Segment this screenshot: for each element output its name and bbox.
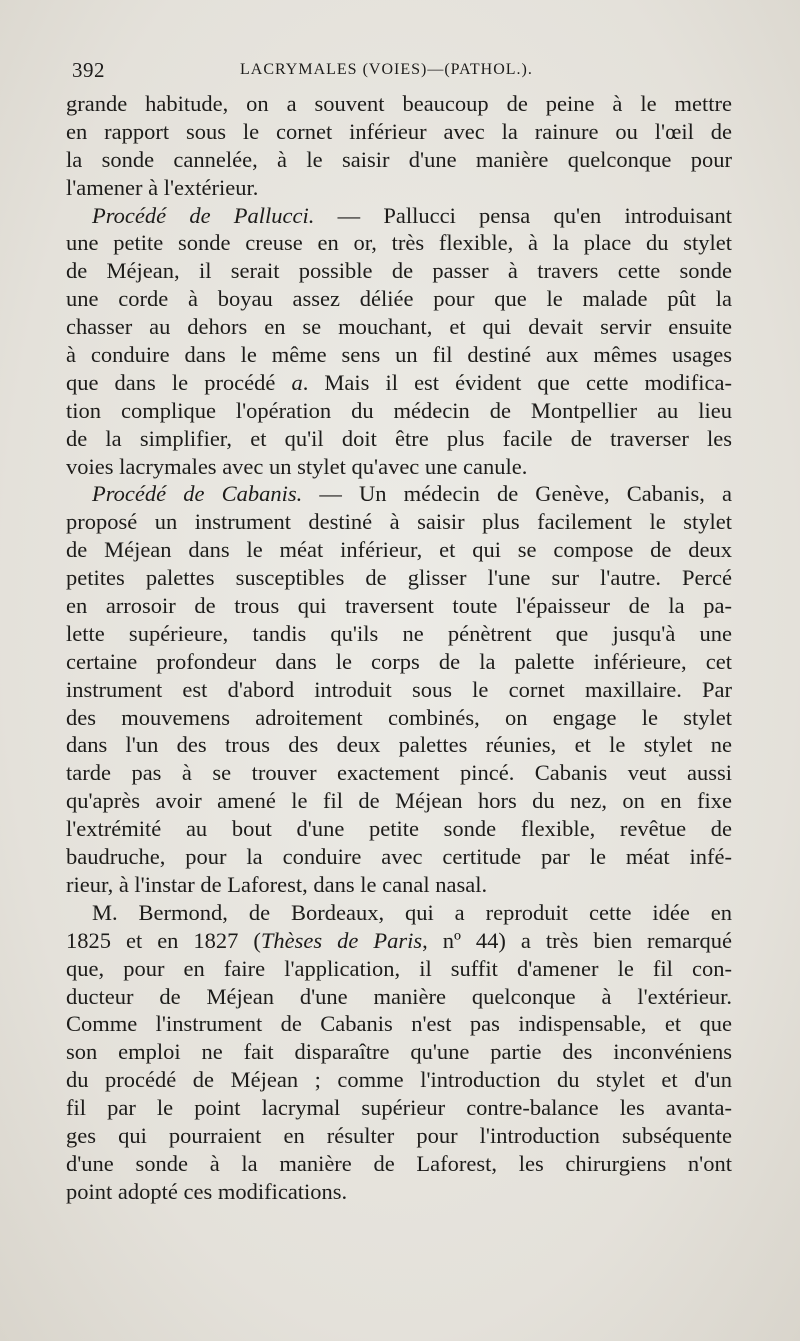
- running-head: LACRYMALES (VOIES)—(PATHOL.).: [240, 61, 533, 78]
- text-line: Procédé de Pallucci. — Pallucci pensa qu'en introduisant: [92, 202, 732, 228]
- text-line: baudruche, pour la conduire avec certitude par le méat infé-: [66, 844, 732, 870]
- text-line: dans l'un des trous des deux palettes réunies, et le stylet ne: [66, 732, 732, 758]
- text-line: lette supérieure, tandis qu'ils ne pénètrent que jusqu'à une: [66, 620, 732, 646]
- text-line: Comme l'instrument de Cabanis n'est pas indispensable, et que: [66, 1011, 732, 1037]
- text-line: ducteur de Méjean d'une manière quelconque à l'extérieur.: [66, 983, 732, 1009]
- text-line: du procédé de Méjean ; comme l'introduction du stylet et d'un: [66, 1067, 732, 1093]
- text-line: instrument est d'abord introduit sous le cornet maxillaire. Par: [66, 676, 732, 702]
- text-line: d'une sonde à la manière de Laforest, les chirurgiens n'ont: [66, 1150, 732, 1176]
- text-line: à conduire dans le même sens un fil destiné aux mêmes usages: [66, 342, 732, 368]
- text-line: qu'après avoir amené le fil de Méjean hors du nez, on en fixe: [66, 788, 732, 814]
- procedure-heading: Procédé de Pallucci.: [92, 202, 315, 228]
- text-line: tion complique l'opération du médecin de Montpellier au lieu: [66, 397, 732, 423]
- text-line: que dans le procédé a. Mais il est évident que cette modifica-: [66, 369, 732, 395]
- text-line: tarde pas à se trouver exactement pincé. Cabanis veut aussi: [66, 760, 732, 786]
- text-line: rieur, à l'instar de Laforest, dans le canal nasal.: [66, 871, 488, 897]
- page-number: 392: [72, 58, 105, 82]
- text-line: que, pour en faire l'application, il suffit d'amener le fil con-: [66, 955, 732, 981]
- text-line: grande habitude, on a souvent beaucoup de peine à le mettre: [66, 91, 732, 116]
- text-line: proposé un instrument destiné à saisir plus facilement le stylet: [66, 509, 732, 535]
- text-line: l'amener à l'extérieur.: [66, 174, 259, 200]
- body-text: [66, 90, 732, 1206]
- text-line: ges qui pourraient en résulter pour l'introduction subséquente: [66, 1122, 732, 1148]
- text-line: de Méjean, il serait possible de passer à travers cette sonde: [66, 258, 732, 284]
- text-line: voies lacrymales avec un stylet qu'avec une canule.: [66, 453, 528, 479]
- text-line: fil par le point lacrymal supérieur contre-balance les avanta-: [66, 1095, 732, 1121]
- text-line: certaine profondeur dans le corps de la palette inférieure, cet: [66, 648, 732, 674]
- text-line: point adopté ces modifications.: [66, 1178, 348, 1204]
- page-header: [72, 58, 732, 88]
- text-line: de la simplifier, et qu'il doit être plus facile de traverser les: [66, 425, 732, 451]
- procedure-heading: Procédé de Cabanis.: [92, 481, 303, 507]
- text-line: son emploi ne fait disparaître qu'une partie des inconvéniens: [66, 1039, 732, 1065]
- text-line: chasser au dehors en se mouchant, et qui devait servir ensuite: [66, 314, 732, 340]
- text-line: une corde à boyau assez déliée pour que le malade pût la: [66, 286, 732, 312]
- text-line: petites palettes susceptibles de glisser l'une sur l'autre. Percé: [66, 565, 732, 591]
- text-line: des mouvemens adroitement combinés, on engage le stylet: [66, 704, 732, 730]
- text-line: de Méjean dans le méat inférieur, et qui se compose de deux: [66, 537, 732, 563]
- text-line: en arrosoir de trous qui traversent toute l'épaisseur de la pa-: [66, 593, 732, 619]
- text-line: la sonde cannelée, à le saisir d'une manière quelconque pour: [66, 146, 732, 172]
- text-line: en rapport sous le cornet inférieur avec la rainure ou l'œil de: [66, 118, 732, 144]
- text-line: M. Bermond, de Bordeaux, qui a reproduit cette idée en: [92, 899, 732, 925]
- text-line: une petite sonde creuse en or, très flexible, à la place du stylet: [66, 230, 732, 256]
- text-line: 1825 et en 1827 (Thèses de Paris, nº 44) a très bien remarqué: [66, 927, 732, 953]
- text-line: Procédé de Cabanis. — Un médecin de Genève, Cabanis, a: [92, 481, 732, 507]
- text-line: l'extrémité au bout d'une petite sonde flexible, revêtue de: [66, 816, 732, 842]
